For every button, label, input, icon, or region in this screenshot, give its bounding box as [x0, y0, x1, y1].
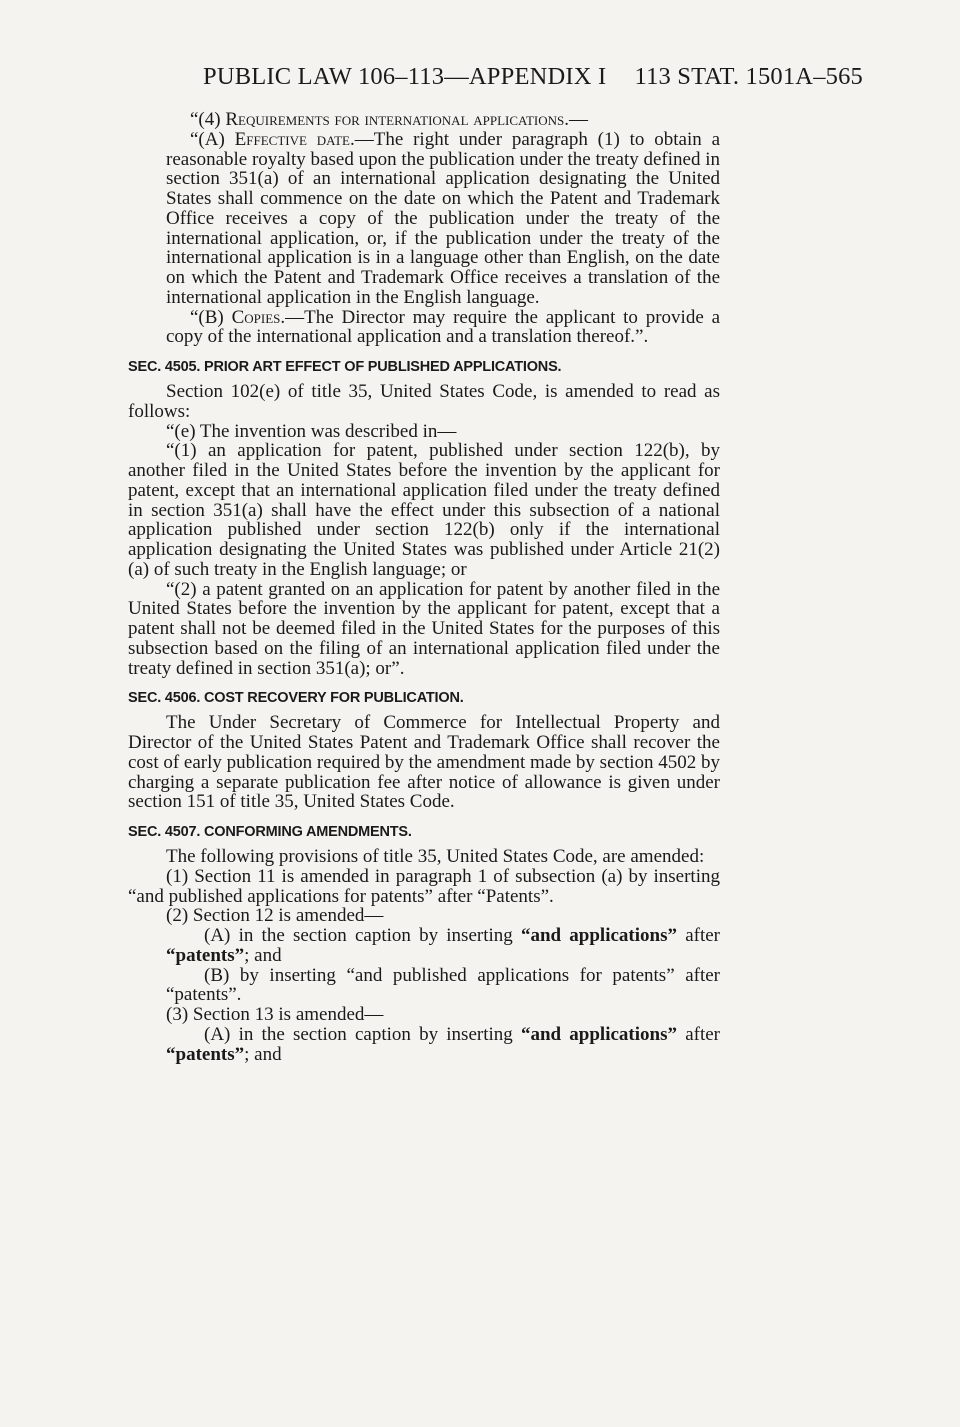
- subparagraph-a-effective-date: “(A) Effective date.—The right under paragraph (1) to obtain a reasonable royalty based upon the publication under the treaty defined in section 351(a) of an international application designating the United States shall commence on the date on which the Patent and Trademark Office receives a copy of the publication under the treaty of the international application, or, if the publication under the treaty of the international application is in a language other than English, on the date on which the Patent and Trademark Office receives a translation of the international application in the English language.: [166, 128, 720, 308]
- section-4507-item-3a: (A) in the section caption by inserting “and applications” after “patents”; and: [166, 1023, 720, 1065]
- section-4507-item-2: (2) Section 12 is amended—: [166, 905, 384, 927]
- subsection-4-heading: “(4) Requirements for international applications.—: [190, 109, 589, 130]
- header-stat-page: 113 STAT. 1501A–565: [634, 63, 863, 90]
- section-4507-item-2b: (B) by inserting “and published applications for patents” after “patents”.: [166, 964, 720, 1006]
- section-4505-intro: Section 102(e) of title 35, United States Code, is amended to read as follows:: [128, 381, 720, 422]
- section-4506-heading: SEC. 4506. COST RECOVERY FOR PUBLICATION.: [128, 690, 464, 707]
- section-4505-e: “(e) The invention was described in—: [166, 420, 457, 442]
- section-4507-intro: The following provisions of title 35, United States Code, are amended:: [166, 846, 705, 867]
- subparagraph-b-copies: “(B) Copies.—The Director may require the applicant to provide a copy of the international application and a translation thereof.”.: [166, 306, 721, 348]
- section-4507-heading: SEC. 4507. CONFORMING AMENDMENTS.: [128, 824, 412, 840]
- section-4505-paragraph-2: “(2) a patent granted on an application for patent by another filed in the United States before the invention by the applicant for patent, except that a patent shall not be deemed filed in the United States for the purposes of this subsection based on the filing of an international application filed under the treaty defined in section 351(a); or”.: [128, 578, 720, 679]
- subsection-4: [128, 110, 720, 347]
- section-4507-item-1: (1) Section 11 is amended in paragraph 1 of subsection (a) by inserting “and published applications for patents” after “Patents”.: [128, 865, 720, 907]
- section-4507-item-3: (3) Section 13 is amended—: [166, 1004, 384, 1025]
- section-4505-heading: SEC. 4505. PRIOR ART EFFECT OF PUBLISHED APPLICATIONS.: [128, 359, 562, 375]
- section-4506-text: The Under Secretary of Commerce for Intellectual Property and Director of the United States Patent and Trademark Office shall recover the cost of early publication required by the amendment made by section 4502 by charging a separate publication fee after notice of allowance is given under section 151 of title 35, United States Code.: [128, 712, 720, 813]
- section-4507-item-2a: (A) in the section caption by inserting “and applications” after “patents”; and: [166, 925, 720, 966]
- section-4505-paragraph-1: “(1) an application for patent, published under section 122(b), by another filed in the United States before the invention by the applicant for patent, except that an international application filed under the treaty defined in section 351(a) shall have the effect under this subsection of a national application published under section 122(b) only if the international application designating the United States was published under Article 21(2)(a) of such treaty in the English language; or: [128, 440, 720, 580]
- header-public-law: PUBLIC LAW 106–113—APPENDIX I: [203, 63, 607, 90]
- statute-body: [128, 110, 720, 1064]
